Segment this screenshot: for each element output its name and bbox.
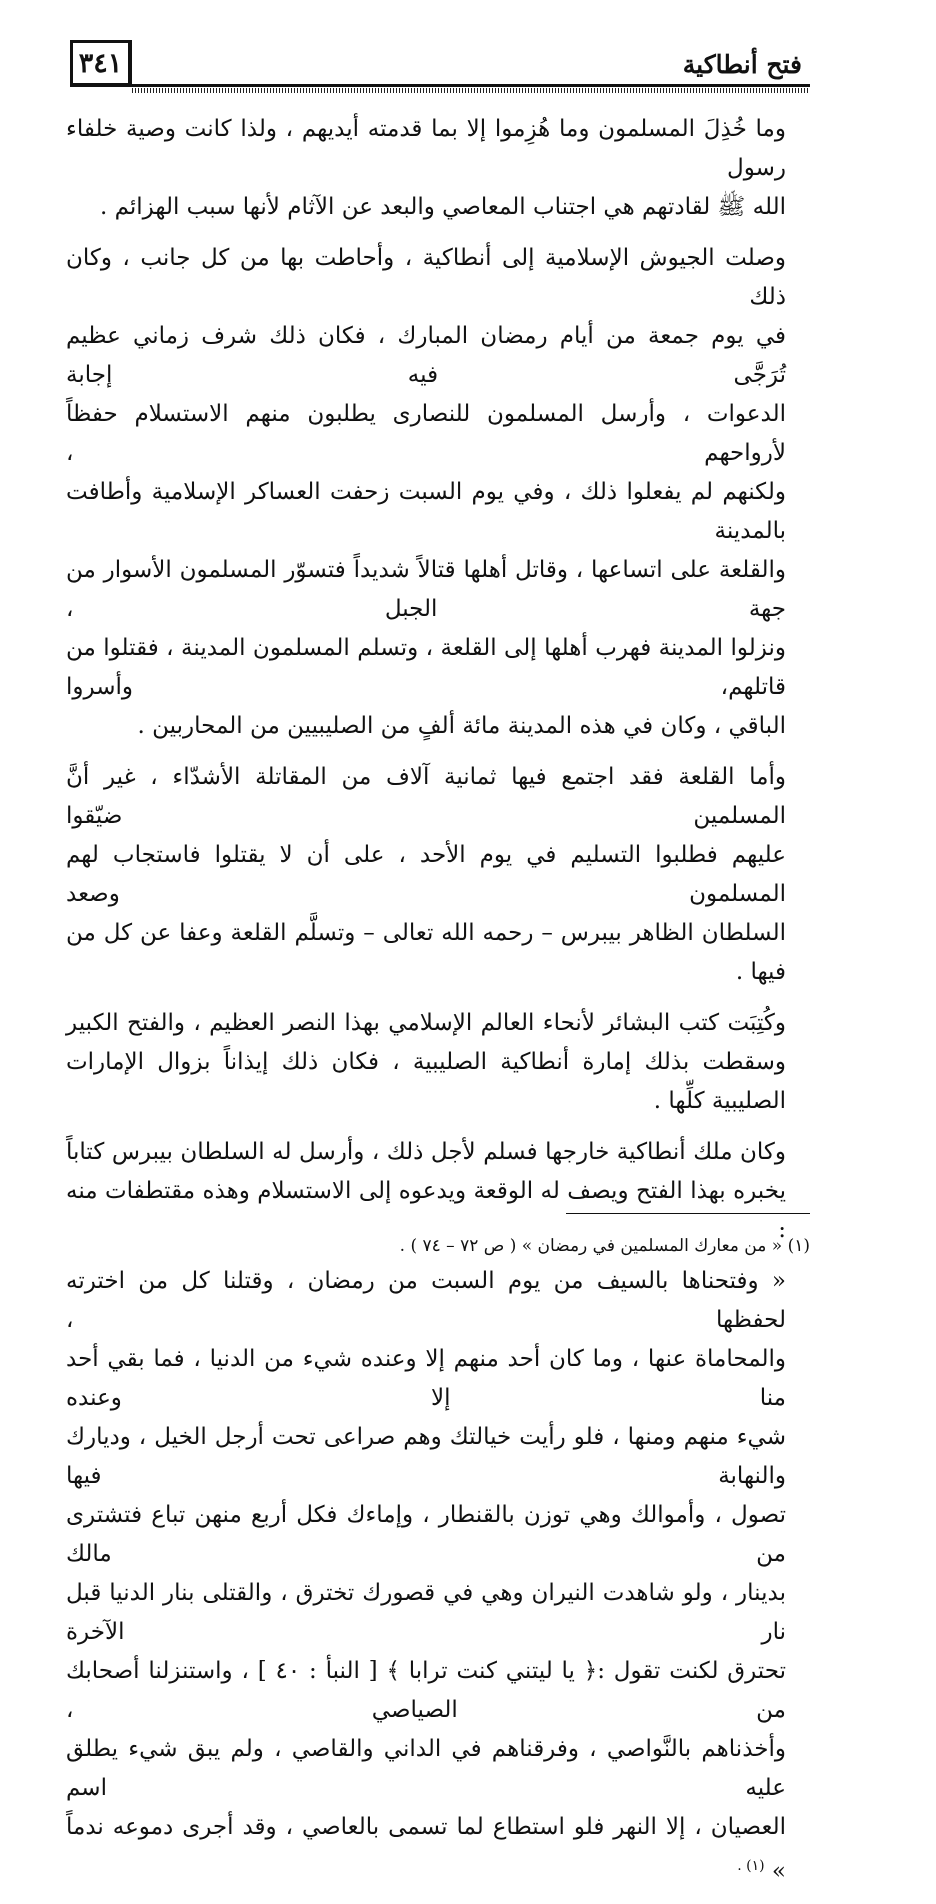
- page-number-box: [70, 40, 132, 86]
- text-line: الباقي ، وكان في هذه المدينة مائة ألفٍ من الصليبيين من المحاربين .: [137, 713, 786, 739]
- text-line: وما خُذِلَ المسلمون وما هُزِموا إلا بما قدمته أيديهم ، ولذا كانت وصية خلفاء رسول: [66, 116, 786, 181]
- running-header: [68, 40, 810, 96]
- paragraph-quotation: [66, 1262, 810, 1892]
- header-rule-hatch: [132, 88, 810, 93]
- page-number: ٣٤١: [78, 47, 123, 79]
- header-rule: [132, 84, 810, 94]
- running-title: فتح أنطاكية: [682, 50, 802, 79]
- footnote-marker: (١): [787, 1236, 810, 1256]
- text-line: وأما القلعة فقد اجتمع فيها ثمانية آلاف من المقاتلة الأشدّاء ، غير أنَّ المسلمين ضيّقوا: [66, 764, 786, 829]
- text-line: وسقطت بذلك إمارة أنطاكية الصليبية ، فكان ذلك إيذاناً بزوال الإمارات الصليبية كلِّها .: [66, 1049, 786, 1114]
- paragraph: [66, 758, 810, 992]
- paragraph: [66, 1133, 810, 1250]
- text-line: وكان ملك أنطاكية خارجها فسلم لأجل ذلك ، وأرسل له السلطان بيبرس كتاباً: [66, 1139, 786, 1165]
- text-line-content: العصيان ، إلا النهر فلو استطاع لما تسمى بالعاصي ، وقد أجرى دموعه ندماً »: [66, 1814, 786, 1885]
- text-line: والمحاماة عنها ، وما كان أحد منهم إلا وعنده شيء من الدنيا ، فما بقي أحد منا إلا وعنده: [66, 1346, 786, 1411]
- text-line: السلطان الظاهر بيبرس – رحمه الله تعالى – وتسلَّم القلعة وعفا عن كل من فيها .: [66, 920, 786, 985]
- text-line: ولكنهم لم يفعلوا ذلك ، وفي يوم السبت زحفت العساكر الإسلامية وأطافت بالمدينة: [66, 479, 786, 544]
- footnote: [400, 1234, 810, 1258]
- text-line: تصول ، وأموالك وهي توزن بالقنطار ، وإماءك فكل أربع منهن تباع فتشترى من مالك: [66, 1502, 786, 1567]
- text-line: شيء منهم ومنها ، فلو رأيت خيالتك وهم صراعى تحت أرجل الخيل ، وديارك والنهابة فيها: [66, 1424, 787, 1489]
- paragraph: [66, 239, 810, 746]
- text-line: [66, 1808, 786, 1892]
- paragraph: [66, 110, 810, 227]
- text-line: والقلعة على اتساعها ، وقاتل أهلها قتالاً شديداً فتسوّر المسلمون الأسوار من جهة الجبل ،: [66, 557, 786, 622]
- paragraph: [66, 1004, 810, 1121]
- text-line: الله ﷺ لقادتهم هي اجتناب المعاصي والبعد عن الآثام لأنها سبب الهزائم .: [99, 194, 786, 220]
- text-line: وصلت الجيوش الإسلامية إلى أنطاكية ، وأحاطت بها من كل جانب ، وكان ذلك: [66, 245, 786, 310]
- text-line: عليهم فطلبوا التسليم في يوم الأحد ، على أن لا يقتلوا فاستجاب لهم المسلمون وصعد: [66, 842, 786, 907]
- text-line: ونزلوا المدينة فهرب أهلها إلى القلعة ، وتسلم المسلمون المدينة ، فقتلوا من قاتلهم، وأسروا: [66, 635, 786, 700]
- text-line: يخبره بهذا الفتح ويصف له الوقعة ويدعوه إلى الاستسلام وهذه مقتطفات منه :: [66, 1178, 786, 1243]
- text-line: الدعوات ، وأرسل المسلمون للنصارى يطلبون منهم الاستسلام حفظاً لأرواحهم ،: [66, 401, 786, 466]
- header-rule-thick: [70, 84, 810, 87]
- footnote-rule: [566, 1213, 810, 1214]
- footnote-text: « من معارك المسلمين في رمضان » ( ص ٧٢ – ٧٤ ) .: [399, 1236, 783, 1256]
- text-line: وأخذناهم بالنَّواصي ، وفرقناهم في الداني والقاصي ، ولم يبق شيء يطلق عليه اسم: [66, 1736, 786, 1801]
- text-line: « وفتحناها بالسيف من يوم السبت من رمضان ، وقتلنا كل من اخترته لحفظها ،: [66, 1268, 786, 1333]
- body-text: [66, 110, 810, 1904]
- footnote-reference: (١) .: [737, 1858, 765, 1874]
- text-line: في يوم جمعة من أيام رمضان المبارك ، فكان ذلك شرف زماني عظيم تُرَجَّى فيه إجابة: [66, 323, 786, 388]
- text-line: تحترق لكنت تقول :﴿ يا ليتني كنت ترابا ﴾ [ النبأ : ٤٠ ] ، واستنزلنا أصحابك من الصياصي ،: [66, 1658, 787, 1723]
- text-line: وكُتِبَت كتب البشائر لأنحاء العالم الإسلامي بهذا النصر العظيم ، والفتح الكبير: [66, 1010, 786, 1036]
- text-line: بدينار ، ولو شاهدت النيران وهي في قصورك تخترق ، والقتلى بنار الدنيا قبل نار الآخرة: [66, 1580, 786, 1645]
